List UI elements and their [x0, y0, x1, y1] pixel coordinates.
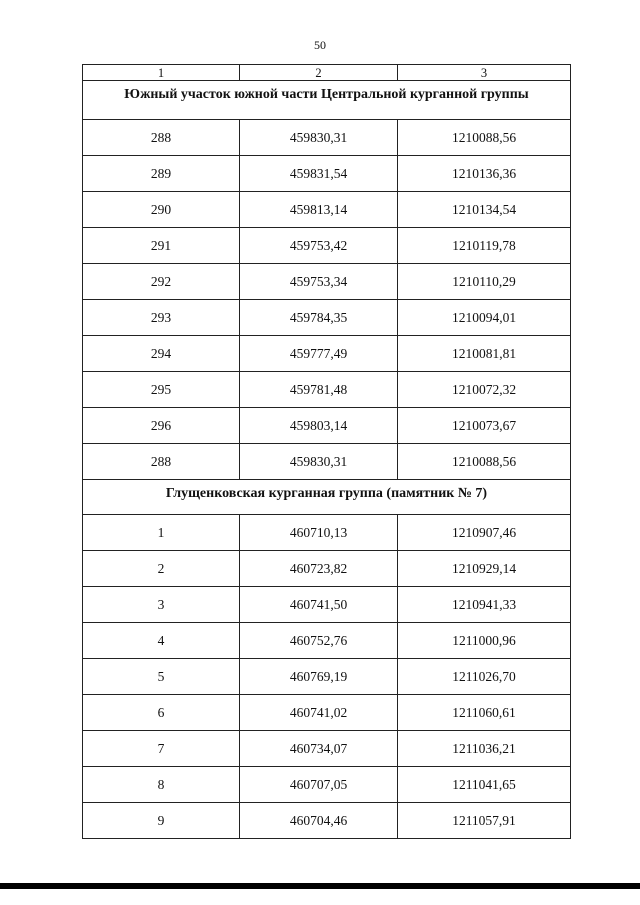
table-row: [83, 803, 571, 839]
table-row: [83, 695, 571, 731]
table-row: [83, 659, 571, 695]
table-row: [83, 551, 571, 587]
point-number-cell: 3: [83, 587, 240, 623]
table-row: [83, 623, 571, 659]
point-number-cell: 295: [83, 372, 240, 408]
table-row: [83, 264, 571, 300]
table-row: [83, 372, 571, 408]
table-row: [83, 336, 571, 372]
x-coordinate-cell: 459813,14: [240, 192, 398, 228]
table-row: [83, 300, 571, 336]
table-row: [83, 444, 571, 480]
column-number-3: 3: [398, 65, 571, 81]
point-number-cell: 296: [83, 408, 240, 444]
y-coordinate-cell: 1210929,14: [398, 551, 571, 587]
x-coordinate-cell: 459830,31: [240, 444, 398, 480]
section-title: Глущенковская курганная группа (памятник № 7): [83, 480, 571, 515]
point-number-cell: 294: [83, 336, 240, 372]
y-coordinate-cell: 1211041,65: [398, 767, 571, 803]
y-coordinate-cell: 1210072,32: [398, 372, 571, 408]
point-number-cell: 8: [83, 767, 240, 803]
table-row: [83, 408, 571, 444]
y-coordinate-cell: 1210907,46: [398, 515, 571, 551]
y-coordinate-cell: 1211057,91: [398, 803, 571, 839]
column-number-2: 2: [240, 65, 398, 81]
table-row: [83, 767, 571, 803]
section-title-row: [83, 81, 571, 120]
x-coordinate-cell: 460707,05: [240, 767, 398, 803]
column-number-1: 1: [83, 65, 240, 81]
x-coordinate-cell: 460704,46: [240, 803, 398, 839]
y-coordinate-cell: 1211036,21: [398, 731, 571, 767]
table-row: [83, 587, 571, 623]
y-coordinate-cell: 1210081,81: [398, 336, 571, 372]
point-number-cell: 288: [83, 444, 240, 480]
y-coordinate-cell: 1210088,56: [398, 120, 571, 156]
point-number-cell: 288: [83, 120, 240, 156]
table-row: [83, 156, 571, 192]
x-coordinate-cell: 459831,54: [240, 156, 398, 192]
section-title-row: [83, 480, 571, 515]
table-row: [83, 731, 571, 767]
x-coordinate-cell: 460723,82: [240, 551, 398, 587]
table-row: [83, 515, 571, 551]
y-coordinate-cell: 1210088,56: [398, 444, 571, 480]
table-row: [83, 192, 571, 228]
x-coordinate-cell: 460752,76: [240, 623, 398, 659]
bottom-border-bar: [0, 883, 640, 889]
y-coordinate-cell: 1211000,96: [398, 623, 571, 659]
x-coordinate-cell: 460769,19: [240, 659, 398, 695]
y-coordinate-cell: 1211026,70: [398, 659, 571, 695]
y-coordinate-cell: 1210073,67: [398, 408, 571, 444]
x-coordinate-cell: 460741,02: [240, 695, 398, 731]
point-number-cell: 2: [83, 551, 240, 587]
coordinates-table: [82, 64, 571, 839]
x-coordinate-cell: 460710,13: [240, 515, 398, 551]
point-number-cell: 4: [83, 623, 240, 659]
page-number: 50: [314, 38, 326, 52]
section-title: Южный участок южной части Центральной курганной группы: [83, 81, 571, 120]
point-number-cell: 291: [83, 228, 240, 264]
point-number-cell: 7: [83, 731, 240, 767]
x-coordinate-cell: 460741,50: [240, 587, 398, 623]
y-coordinate-cell: 1210110,29: [398, 264, 571, 300]
point-number-cell: 9: [83, 803, 240, 839]
x-coordinate-cell: 460734,07: [240, 731, 398, 767]
y-coordinate-cell: 1210136,36: [398, 156, 571, 192]
y-coordinate-cell: 1210119,78: [398, 228, 571, 264]
point-number-cell: 289: [83, 156, 240, 192]
point-number-cell: 5: [83, 659, 240, 695]
x-coordinate-cell: 459753,42: [240, 228, 398, 264]
point-number-cell: 6: [83, 695, 240, 731]
table-row: [83, 120, 571, 156]
x-coordinate-cell: 459753,34: [240, 264, 398, 300]
point-number-cell: 292: [83, 264, 240, 300]
point-number-cell: 1: [83, 515, 240, 551]
point-number-cell: 290: [83, 192, 240, 228]
x-coordinate-cell: 459784,35: [240, 300, 398, 336]
y-coordinate-cell: 1211060,61: [398, 695, 571, 731]
x-coordinate-cell: 459781,48: [240, 372, 398, 408]
x-coordinate-cell: 459830,31: [240, 120, 398, 156]
y-coordinate-cell: 1210941,33: [398, 587, 571, 623]
y-coordinate-cell: 1210134,54: [398, 192, 571, 228]
x-coordinate-cell: 459777,49: [240, 336, 398, 372]
y-coordinate-cell: 1210094,01: [398, 300, 571, 336]
coordinates-table-body: [83, 65, 571, 839]
column-number-row: [83, 65, 571, 81]
table-row: [83, 228, 571, 264]
x-coordinate-cell: 459803,14: [240, 408, 398, 444]
point-number-cell: 293: [83, 300, 240, 336]
